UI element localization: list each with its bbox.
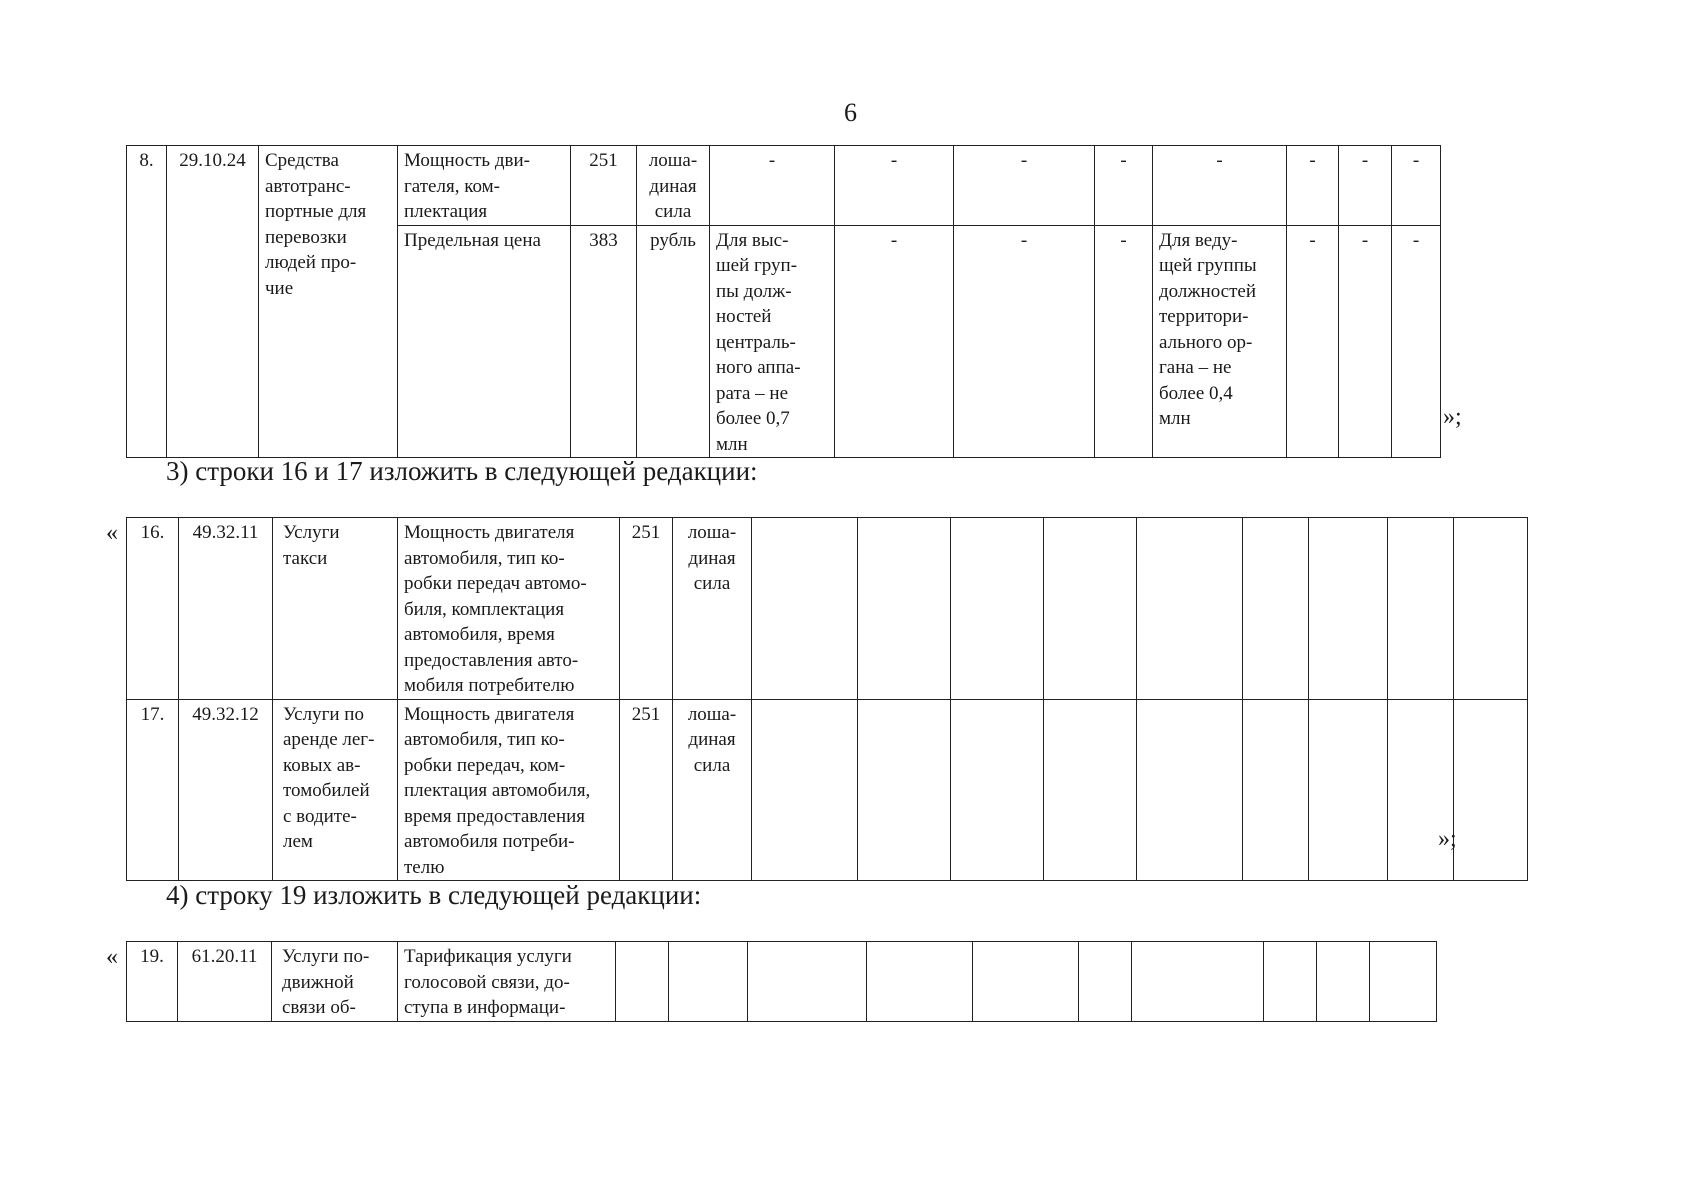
empty-cell (973, 942, 1079, 1022)
value-line: ного аппа- (716, 357, 801, 378)
empty-cell (1309, 518, 1388, 700)
empty-cell (1243, 518, 1309, 700)
okpd-code-cell: 49.32.12 (179, 699, 273, 881)
value-cell: - (1095, 146, 1153, 226)
characteristic-line: автомобиля потреби- (404, 831, 575, 852)
value-cell: - (1392, 146, 1441, 226)
table-row-19 (126, 941, 1437, 1022)
value-line: пы долж- (716, 280, 792, 302)
item-name-line: лем (283, 831, 313, 852)
item-name-line: с водите- (283, 805, 357, 827)
okpd-code-cell: 49.32.11 (179, 518, 273, 700)
closing-quote: »; (1443, 404, 1462, 430)
item-name-cell (273, 699, 398, 881)
item-name-line: движной (282, 971, 354, 993)
value-line: щей группы (1159, 255, 1257, 276)
table-rows-16-17 (126, 517, 1528, 881)
value-line: более 0,4 (1159, 382, 1233, 404)
empty-cell (1388, 518, 1454, 700)
item-name-line: ковых ав- (283, 754, 361, 776)
characteristic-line: время предоставления (404, 805, 586, 827)
characteristic-cell (398, 146, 571, 226)
empty-cell (1243, 699, 1309, 881)
empty-cell (1264, 942, 1317, 1022)
value-line: должностей (1159, 280, 1257, 302)
opening-quote: « (106, 944, 118, 970)
unit-line: сила (654, 201, 692, 222)
value-line: ального ор- (1159, 331, 1253, 353)
item-name-line: Услуги (283, 522, 340, 543)
characteristic-line: автомобиля, время (404, 624, 555, 645)
value-line: млн (1159, 408, 1191, 429)
value-cell: - (1392, 225, 1441, 458)
value-line: Для веду- (1159, 229, 1238, 251)
characteristic-line: Мощность двигателя (404, 522, 575, 543)
item-name-line: связи об- (282, 997, 356, 1018)
opening-quote: « (106, 520, 118, 546)
empty-cell (1044, 518, 1137, 700)
value-line: гана – не (1159, 357, 1232, 378)
unit-line: лоша- (648, 150, 698, 171)
characteristic-line: ступа в информаци- (404, 997, 566, 1018)
value-line: млн (716, 433, 748, 455)
value-cell-territorial-office (1153, 225, 1287, 458)
value-line: ностей (716, 306, 772, 327)
row-number-cell: 16. (127, 518, 179, 700)
empty-cell (1044, 699, 1137, 881)
unit-cell (673, 699, 752, 881)
value-cell: - (1287, 146, 1339, 226)
item-name-line: Средства (265, 150, 339, 171)
characteristic-line: голосовой связи, до- (404, 971, 570, 993)
unit-cell: рубль (637, 225, 710, 458)
unit-cell (637, 146, 710, 226)
item-name-line: автотранс- (265, 175, 351, 197)
page-number: 6 (844, 98, 857, 127)
characteristic-line: Мощность дви- (404, 150, 530, 171)
okei-code-cell: 251 (620, 518, 673, 700)
empty-cell (1388, 699, 1454, 881)
empty-cell (1454, 518, 1528, 700)
item-name-line: перевозки (265, 226, 347, 248)
okpd-code-cell: 29.10.24 (167, 146, 259, 458)
row-number-cell: 8. (127, 146, 167, 458)
unit-line: диная (688, 729, 736, 750)
okei-code-cell: 383 (571, 225, 637, 458)
item-name-line: людей про- (265, 252, 357, 273)
value-cell: - (710, 146, 835, 226)
value-cell: - (1153, 146, 1287, 226)
paragraph-item-3: 3) строки 16 и 17 изложить в следующей редакции: (166, 456, 758, 486)
unit-line: сила (693, 573, 731, 594)
value-line: более 0,7 (716, 408, 790, 429)
value-cell: - (1339, 146, 1392, 226)
empty-cell (1079, 942, 1132, 1022)
characteristic-line: Мощность двигателя (404, 703, 575, 725)
value-cell: - (835, 225, 954, 458)
empty-cell (1317, 942, 1370, 1022)
item-name-cell (259, 146, 398, 458)
characteristic-line: плектация автомобиля, (404, 780, 591, 801)
empty-cell (1370, 942, 1437, 1022)
unit-cell (673, 518, 752, 700)
value-line: централь- (716, 331, 796, 353)
empty-cell (1137, 699, 1243, 881)
value-cell: - (954, 146, 1095, 226)
empty-cell (1309, 699, 1388, 881)
item-name-line: аренде лег- (283, 729, 375, 750)
characteristic-line: плектация (404, 201, 488, 222)
value-cell: - (1339, 225, 1392, 458)
table-row-8 (126, 145, 1441, 458)
value-cell: - (1287, 225, 1339, 458)
row-number-cell: 17. (127, 699, 179, 881)
okei-code-cell: 251 (620, 699, 673, 881)
characteristic-line: автомобиля, тип ко- (404, 729, 565, 750)
value-line: Для выс- (716, 229, 789, 251)
item-name-cell (273, 518, 398, 700)
unit-line: сила (693, 754, 731, 776)
row-number-cell: 19. (127, 942, 178, 1022)
empty-cell (752, 699, 858, 881)
characteristic-line: телю (404, 856, 445, 878)
characteristic-cell: Предельная цена (398, 225, 571, 458)
characteristic-cell (398, 699, 620, 881)
value-line: шей груп- (716, 255, 798, 276)
characteristic-line: робки передач, ком- (404, 754, 566, 776)
characteristic-line: гателя, ком- (404, 175, 500, 197)
item-name-cell (272, 942, 398, 1022)
value-cell: - (1095, 225, 1153, 458)
empty-cell (858, 518, 951, 700)
empty-cell (951, 699, 1044, 881)
empty-cell (748, 942, 867, 1022)
value-cell: - (954, 225, 1095, 458)
item-name-line: чие (265, 277, 294, 299)
empty-cell (1137, 518, 1243, 700)
item-name-line: Услуги по- (282, 946, 370, 967)
item-name-line: портные для (265, 201, 367, 222)
characteristic-line: Тарификация услуги (404, 946, 572, 967)
okpd-code-cell: 61.20.11 (178, 942, 272, 1022)
empty-cell (669, 942, 748, 1022)
value-cell: - (835, 146, 954, 226)
characteristic-cell (398, 518, 620, 700)
item-name-line: Услуги по (283, 703, 364, 725)
empty-cell (858, 699, 951, 881)
characteristic-line: предоставления авто- (404, 649, 579, 671)
value-cell-central-office (710, 225, 835, 458)
okei-code-cell: 251 (571, 146, 637, 226)
unit-line: диная (688, 547, 736, 569)
characteristic-cell (398, 942, 616, 1022)
value-line: территори- (1159, 306, 1249, 327)
empty-cell (867, 942, 973, 1022)
unit-line: лоша- (687, 703, 737, 725)
unit-line: диная (649, 175, 697, 197)
empty-cell (951, 518, 1044, 700)
value-line: рата – не (716, 382, 789, 404)
empty-cell (1132, 942, 1264, 1022)
item-name-line: такси (283, 547, 328, 569)
item-name-line: томобилей (283, 780, 370, 801)
characteristic-line: робки передач автомо- (404, 573, 587, 594)
characteristic-line: биля, комплектация (404, 598, 565, 620)
empty-cell (752, 518, 858, 700)
characteristic-line: автомобиля, тип ко- (404, 547, 565, 569)
paragraph-item-4: 4) строку 19 изложить в следующей редакции: (166, 880, 702, 910)
empty-cell (616, 942, 669, 1022)
unit-line: лоша- (687, 522, 737, 543)
characteristic-line: мобиля потребителю (404, 675, 575, 696)
closing-quote: »; (1438, 826, 1457, 852)
empty-cell (1454, 699, 1528, 881)
